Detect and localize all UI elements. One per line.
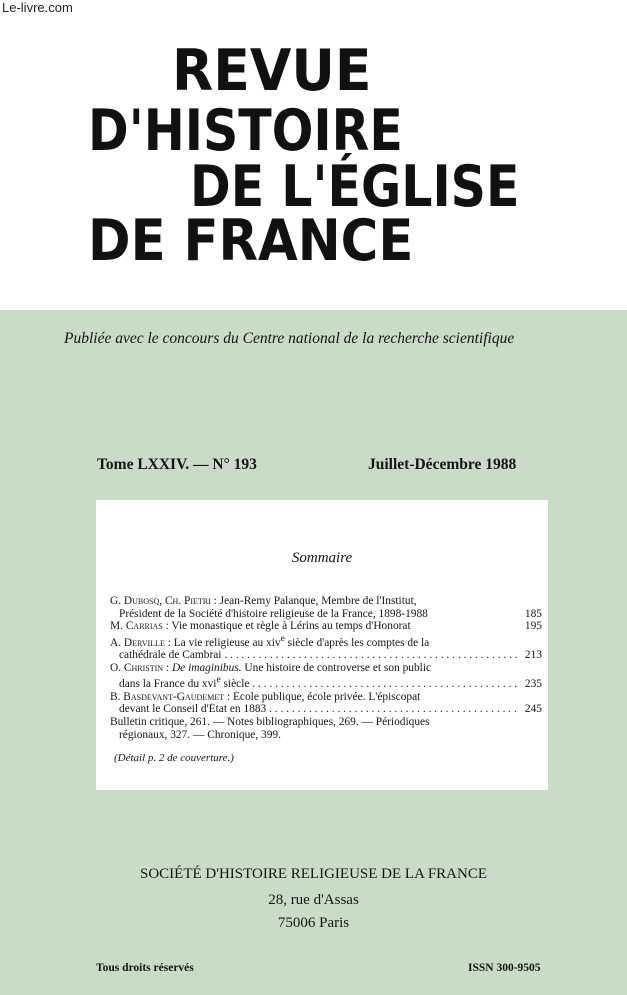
- entry-title-cont: devant le Conseil d'État en 1883: [119, 703, 267, 716]
- publisher-name: SOCIÉTÉ D'HISTOIRE RELIGIEUSE DE LA FRANCE: [140, 866, 487, 882]
- issn: ISSN 300-9505: [468, 962, 541, 974]
- entry-page: 235: [524, 678, 542, 691]
- rights-notice: Tous droits réservés: [96, 962, 194, 974]
- contents-entry: [110, 633, 542, 662]
- misc-sections: [110, 716, 542, 741]
- contents-box: [96, 500, 548, 790]
- entry-author: O. Christin: [110, 661, 164, 674]
- misc-line-2: régionaux, 327. — Chronique, 399.: [119, 728, 281, 741]
- subtitle: Publiée avec le concours du Centre national de la recherche scientifique: [64, 330, 515, 347]
- entry-title: : La vie religieuse au xiv: [164, 636, 281, 649]
- entry-page: 185: [524, 607, 542, 620]
- entry-author: B. Basdevant-Gaudemet: [110, 690, 225, 703]
- entry-title-b: siècle: [220, 678, 250, 691]
- title-line-2: D'HISTOIRE: [88, 98, 403, 164]
- title-line-3: DE L'ÉGLISE: [190, 154, 520, 220]
- title-line-1: REVUE: [172, 38, 372, 104]
- entry-page: 245: [524, 703, 542, 716]
- entry-title: : École publique, école privée. L'épiscopat: [224, 690, 421, 703]
- entry-italic-title: De imaginibus.: [171, 661, 242, 674]
- entry-title: Une histoire de controverse et son public: [241, 661, 432, 674]
- entry-superscript: e: [216, 675, 221, 686]
- entry-superscript: e: [280, 633, 285, 644]
- contents-entry: [110, 595, 542, 620]
- entry-title-cont: Président de la Société d'histoire religieuse de la France, 1898-1988: [119, 607, 428, 620]
- publisher-street: 28, rue d'Assas: [268, 892, 359, 908]
- issue-volume: Tome LXXIV. — N° 193: [97, 456, 257, 473]
- entry-title-b: siècle d'après les comptes de la: [284, 636, 430, 649]
- sommaire-heading: Sommaire: [291, 550, 353, 566]
- issue-date: Juillet-Décembre 1988: [368, 456, 517, 473]
- contents-entry: [110, 691, 542, 716]
- entry-title-cont: dans la France du xvi: [119, 678, 217, 691]
- publisher-city: 75006 Paris: [277, 915, 350, 931]
- title-line-4: DE FRANCE: [88, 208, 414, 274]
- entry-title: : Jean-Remy Palanque, Membre de l'Institut,: [210, 595, 417, 607]
- entry-page: 195: [524, 620, 542, 633]
- entry-title-cont: cathédrale de Cambrai: [119, 649, 222, 662]
- contents-entry: [110, 620, 542, 633]
- entry-page: 213: [524, 649, 542, 662]
- contents-entry: O. Christin : De imaginibus. Une histoire de controverse et son public dans la France du xvi$^e$ siècle . . . 235: [110, 662, 542, 691]
- watermark: Le-livre.com: [2, 0, 73, 15]
- contents-list: [110, 595, 542, 741]
- misc-line-1: Bulletin critique, 261. — Notes bibliographiques, 269. — Périodiques: [110, 715, 430, 728]
- entry-author: G. Dubosq, Ch. Pietri: [110, 595, 211, 607]
- entry-author: M. Carrias: [110, 620, 163, 633]
- entry-author: A. Derville: [110, 636, 165, 649]
- detail-note: (Détail p. 2 de couverture.): [114, 752, 234, 764]
- entry-title: : Vie monastique et règle à Lérins au temps d'Honorat: [162, 620, 411, 633]
